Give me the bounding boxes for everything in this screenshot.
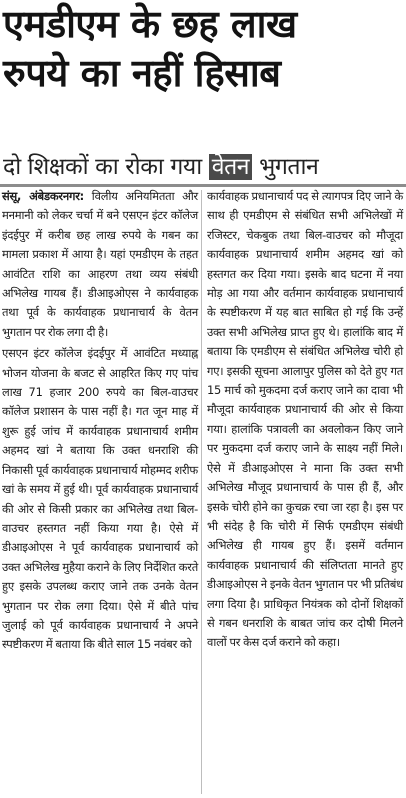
paragraph-text: कार्यवाहक प्रधानाचार्य पद से त्यागपत्र दिए जाने के साथ ही एमडीएम से संबंधित सभी अभिलेखों में रजिस्टर, चेकबुक तथा बिल-वाउचर को मौजूदा कार्यवाहक प्रधानाचार्य शमीम अहमद खां को हस्तगत कर दिया गया। इसके बाद घटना में नया मोड़ आ गया और वर्तमान कार्यवाहक प्रधानाचार्य के स्पष्टीकरण में यह बात साबित हो गई कि उन्हें उक्त सभी अभिलेख प्राप्त हुए थे। हालांकि बाद में बताया कि एमडीएम से संबंधित अभिलेख चोरी हो गए। इसकी सूचना आलापुर पुलिस को देते हुए गत 15 मार्च को मुकदमा दर्ज कराए जाने का दावा भी मौजूदा कार्यवाहक प्रधानाचार्य की ओर से किया गया। हालांकि पत्रावली का अवलोकन किए जाने पर मुकदमा दर्ज कराए जाने के साक्ष्य नहीं मिले। ऐसे में डीआइओएस ने माना कि उक्त सभी अभिलेख मौजूद प्रधानाचार्य के पास ही हैं, और इसके चोरी होने का कुचक्र रचा जा रहा है। इस पर भी संदेह है कि चोरी में सिर्फ एमडीएम संबंधी अभिलेख ही गायब हुए हैं। इसमें वर्तमान कार्यवाहक प्रधानाचार्य की संलिप्तता मानते हुए डीआइओएस ने इनके वेतन भुगतान पर भी प्रतिबंध लगा दिया है। प्राधिकृत नियंत्रक को दोनों शिक्षकों से गबन धनराशि के बाबत जांच कर दोषी मिलने वालों पर केस दर्ज कराने को कहा। bbox=[207, 189, 403, 650]
subhead-highlight: वेतन bbox=[209, 154, 252, 180]
subhead-text-before: दो शिक्षकों का रोका गया bbox=[3, 154, 209, 180]
article-column-right bbox=[207, 187, 403, 653]
paragraph-text: एसएन इंटर कॉलेज इंदईपुर में आवंटित मध्याह्न भोजन योजना के बजट से आहरित किए गए पांच लाख 71 हजार 200 रुपये का बिल-वाउचर कॉलेज प्रशासन के पास नहीं है। गत जून माह में शुरू हुई जांच में कार्यवाहक प्रधानाचार्य शमीम अहमद खां ने बताया कि उक्त धनराशि की निकासी पूर्व कार्यवाहक प्रधानाचार्य मोहम्मद शरीफ खां के समय में हुई थी। पूर्व कार्यवाहक प्रधानाचार्य की ओर से किसी प्रकार का अभिलेख तथा बिल-वाउचर हस्तगत नहीं किया गया है। ऐसे में डीआइओएस ने पूर्व कार्यवाहक प्रधानाचार्य को उक्त अभिलेख मुहैया कराने के लिए निर्देशित करते हुए इसके उपलब्ध कराए जाने तक उनके वेतन भुगतान पर रोक लगा दिया। ऐसे में बीते पांच जुलाई को पूर्व कार्यवाहक प्रधानाचार्य ने अपने स्पष्टीकरण में बताया कि बीते साल 15 नवंबर को bbox=[2, 346, 198, 652]
headline bbox=[3, 0, 405, 98]
paragraph-text: विलीय अनियमितता और मनमानी को लेकर चर्चा में बने एसएन इंटर कॉलेज इंदईपुर में करीब छह लाख रुपये के गबन का मामला प्रकाश में आया है। यहां एमडीएम के तहत आवंटित राशि का आहरण तथा व्यय संबंधी अभिलेख गायब हैं। डीआइओएस ने कार्यवाहक तथा पूर्व के कार्यवाहक प्रधानाचार्य के वेतन भुगतान पर रोक लगा दी है। bbox=[2, 189, 199, 339]
dateline: संसू, अंबेडकरनगर: bbox=[2, 189, 85, 203]
subhead-text-after: भुगतान bbox=[252, 154, 319, 180]
headline-line-1: एमडीएम के छह लाख bbox=[3, 2, 297, 46]
column-divider bbox=[201, 190, 202, 794]
article-paragraph-1 bbox=[2, 187, 198, 342]
article-column-left bbox=[2, 187, 198, 655]
subheadline bbox=[3, 152, 405, 182]
article-paragraph-3 bbox=[207, 187, 403, 653]
headline-line-2: रुपये का नहीं हिसाब bbox=[3, 51, 281, 95]
article-paragraph-2 bbox=[2, 344, 198, 655]
